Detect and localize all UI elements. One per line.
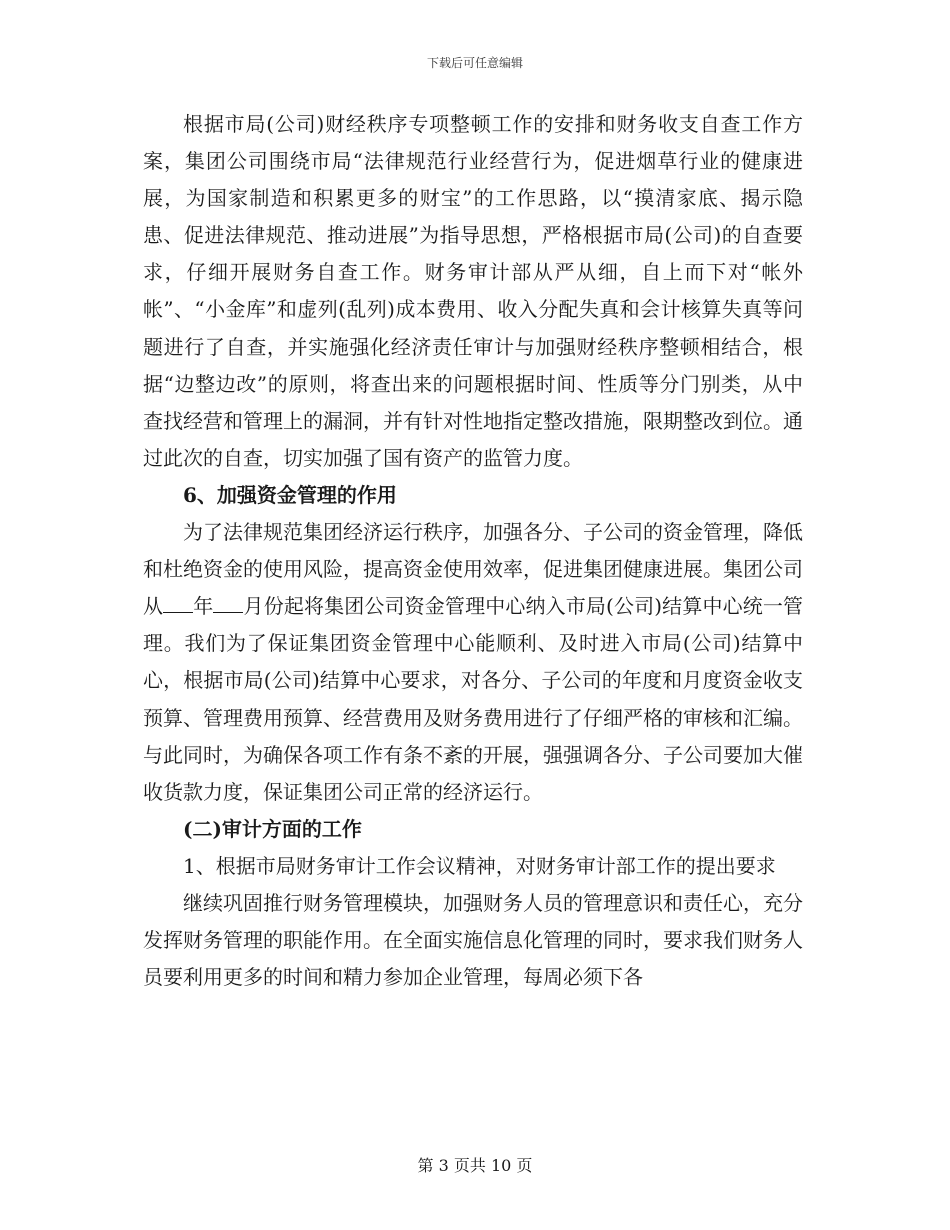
blank-year (163, 594, 193, 613)
fund-management-text-a: 为了法律规范集团经济运行秩序，加强各分、子公司的资金管理，降低和杜绝资金的使用风险，提高资金使用效率，促进集团健康进展。集团公司从 (143, 520, 803, 619)
paragraph-fund-management (143, 514, 803, 811)
fund-management-year-label: 年 (193, 594, 214, 619)
page-number: 第 3 页共 10 页 (417, 1156, 533, 1175)
blank-month (213, 594, 243, 613)
page-header-note: 下载后可任意编辑 (426, 56, 523, 70)
document-body (143, 106, 803, 996)
section-heading-audit-work: (二)审计方面的工作 (183, 816, 362, 841)
paragraph-audit-requirements: 1、根据市局财务审计工作会议精神，对财务审计部工作的提出要求 (183, 853, 776, 878)
paragraph-financial-self-check: 根据市局(公司)财经秩序专项整顿工作的安排和财务收支自查工作方案，集团公司围绕市局“法律规范行业经营行为，促进烟草行业的健康进展，为国家制造和积累更多的财宝”的工作思路，以“摸清家底、揭示隐患、促进法律规范、推动进展”为指导思想，严格根据市局(公司)的自查要求，仔细开展财务自查工作。财务审计部从严从细，自上而下对“帐外帐”、“小金库”和虚列(乱列)成本费用、收入分配失真和会计核算失真等问题进行了自查，并实施强化经济责任审计与加强财经秩序整顿相结合，根据“边整边改”的原则，将查出来的问题根据时间、性质等分门别类，从中查找经营和管理上的漏洞，并有针对性地指定整改措施，限期整改到位。通过此次的自查，切实加强了国有资产的监管力度。 (143, 112, 803, 470)
section-heading-fund-management: 6、加强资金管理的作用 (183, 482, 397, 507)
fund-management-text-b: 月份起将集团公司资金管理中心纳入市局(公司)结算中心统一管理。我们为了保证集团资金管理中心能顺利、及时进入市局(公司)结算中心，根据市局(公司)结算中心要求，对各分、子公司的年度和月度资金收支预算、管理费用预算、经营费用及财务费用进行了仔细严格的审核和汇编。与此同时，为确保各项工作有条不紊的开展，强强调各分、子公司要加大催收货款力度，保证集团公司正常的经济运行。 (143, 594, 804, 804)
paragraph-finance-module: 继续巩固推行财务管理模块，加强财务人员的管理意识和责任心，充分发挥财务管理的职能作用。在全面实施信息化管理的同时，要求我们财务人员要利用更多的时间和精力参加企业管理，每周必须下各 (143, 890, 803, 990)
